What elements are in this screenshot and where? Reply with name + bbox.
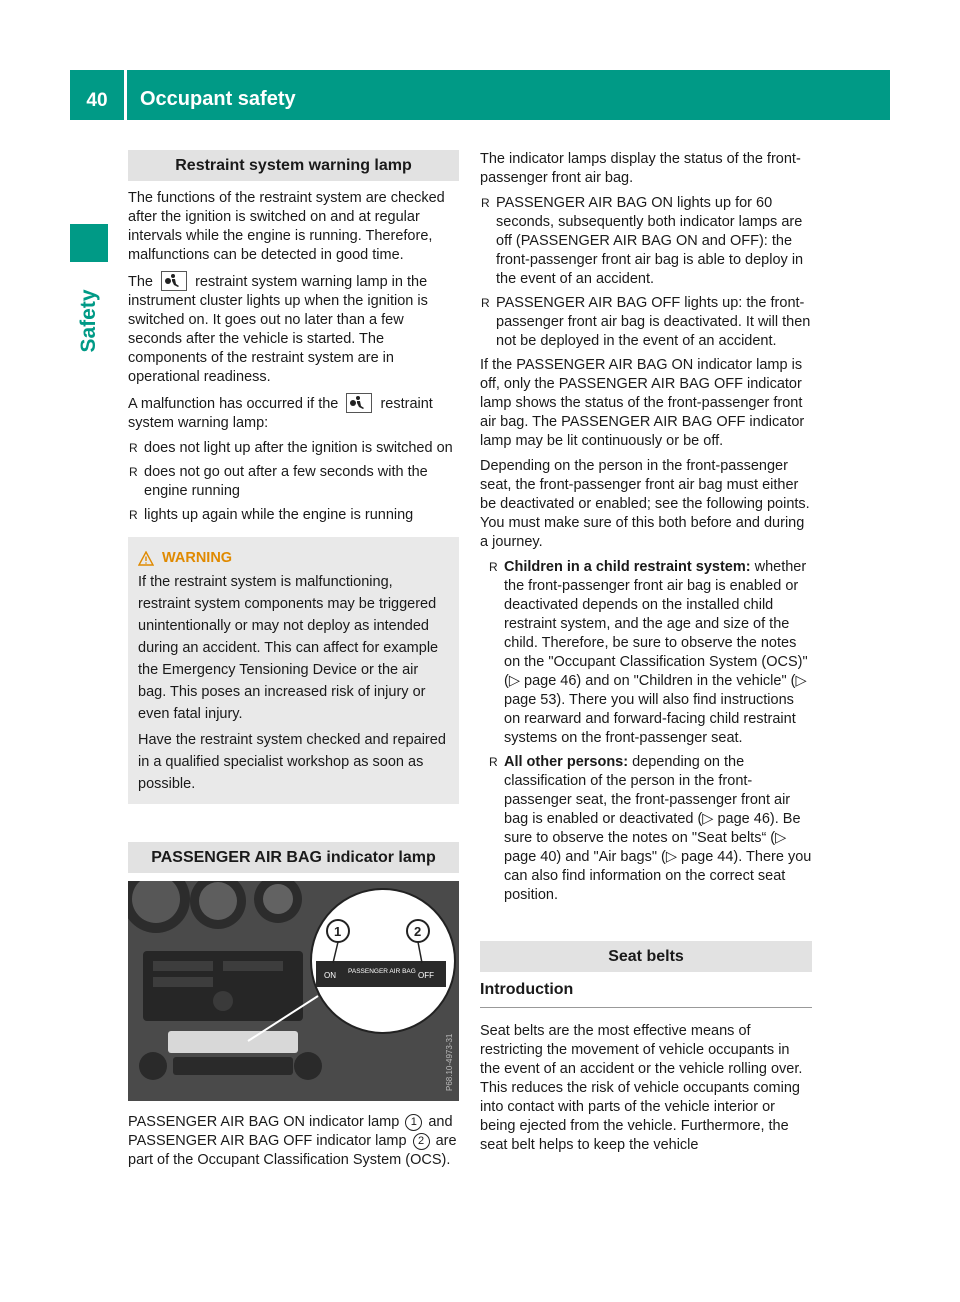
list-item-text: does not go out after a few seconds with the engine running xyxy=(144,464,428,499)
restraint-paragraph-3 xyxy=(128,393,459,433)
list-item-bold: Children in a child restraint system: xyxy=(504,559,751,575)
warning-header xyxy=(138,547,449,569)
restraint-paragraph-2 xyxy=(128,271,459,387)
side-tab-marker xyxy=(70,224,108,262)
list-item xyxy=(480,194,812,289)
right-column xyxy=(480,150,812,1161)
list-item-text: PASSENGER AIR BAG OFF lights up: the front-passenger front air bag is deactivated. It will then not be deployed in the event of an accident. xyxy=(496,295,811,349)
bullet-icon: R xyxy=(129,465,138,479)
indicator-paragraph-2: If the PASSENGER AIR BAG ON indicator lamp is off, only the PASSENGER AIR BAG OFF indicator lamp shows the status of the front-passenger front air bag. The PASSENGER AIR BAG OFF indicator lamp may be lit continuously or be off. xyxy=(480,357,805,449)
list-item xyxy=(128,506,459,525)
list-item-text: PASSENGER AIR BAG ON lights up for 60 seconds, subsequently both indicator lamps are off (PASSENGER AIR BAG ON and OFF): the front-passenger front air bag is able to deploy in the event of an accident. xyxy=(496,195,804,287)
bullet-icon: R xyxy=(489,560,498,574)
introduction-heading: Introduction xyxy=(480,980,812,1008)
bullet-icon: R xyxy=(129,508,138,522)
p2-start: The xyxy=(128,274,153,290)
warning-paragraph-1: If the restraint system is malfunctioning, restraint system components may be triggered unintentionally or may not deploy as intended during an accident. This can affect for example the Emergency Tensioning Device or the air bag. This poses an increased risk of injury or even fatal injury. xyxy=(138,574,439,722)
side-tab-label: Safety xyxy=(77,289,100,353)
list-item xyxy=(128,463,459,501)
page-number: 40 xyxy=(86,90,108,111)
introduction-paragraph: Seat belts are the most effective means of restricting the movement of vehicle occupants in the event of an accident or the vehicle rolling over. This reduces the risk of vehicle occupants coming into contact with parts of the vehicle interior or being ejected from the vehicle. Furthermore, the seat belt helps to keep the vehicle xyxy=(480,1023,803,1153)
dashboard-illustration xyxy=(128,881,459,1101)
bullet-icon: R xyxy=(489,755,498,769)
section-title: Occupant safety xyxy=(140,88,296,110)
dashboard-photo xyxy=(128,881,459,1101)
p3-end: restraint system warning lamp: xyxy=(128,396,433,431)
passenger-airbag-heading: PASSENGER AIR BAG indicator lamp xyxy=(128,842,459,873)
restraint-paragraph-1: The functions of the restraint system are checked after the ignition is switched on and at regular intervals while the engine is running. Therefore, malfunctions can be detected in good time. xyxy=(128,190,445,263)
list-item xyxy=(488,558,812,748)
p3-start: A malfunction has occurred if the xyxy=(128,396,339,412)
list-item xyxy=(488,753,812,905)
list-item xyxy=(480,294,812,351)
airbag-warning-icon xyxy=(346,393,372,413)
callout-1: 1 xyxy=(334,924,342,939)
seat-belts-heading: Seat belts xyxy=(480,941,812,972)
warning-box xyxy=(128,537,459,804)
side-tab xyxy=(70,276,108,366)
left-column xyxy=(128,150,459,1176)
p2-end: restraint system warning lamp in the instrument cluster lights up when the ignition is switched on. It goes out no later than a few seconds after the vehicle is started. The components of the restraint system are in operational readiness. xyxy=(128,274,428,385)
list-item-text: does not light up after the ignition is switched on xyxy=(144,440,453,456)
warning-triangle-icon xyxy=(138,551,154,566)
restraint-heading: Restraint system warning lamp xyxy=(128,150,459,181)
caption-part-2: and PASSENGER AIR BAG OFF indicator lamp xyxy=(128,1114,453,1149)
lamp-on-label: ON xyxy=(324,971,336,980)
list-item-bold: All other persons: xyxy=(504,754,629,770)
list-item-text: depending on the classification of the person in the front-passenger seat, the front-passenger front air bag is enabled or deactivated (▷ page 46). Be sure to observe the notes on "Seat belts“ (▷ page 40) and "Air bags" (▷ page 44). There you can also find information on the correct seat position. xyxy=(504,754,812,903)
photo-caption xyxy=(128,1113,459,1170)
indicator-paragraph-3: Depending on the person in the front-passenger seat, the front-passenger front air bag must either be deactivated or enabled; see the following points. You must make sure of this both before and during a journey. xyxy=(480,458,810,550)
warning-title: WARNING xyxy=(162,550,233,566)
warning-paragraph-2: Have the restraint system checked and repaired in a qualified specialist workshop as soon as possible. xyxy=(138,732,446,792)
list-item-text: whether the front-passenger front air bag is enabled or deactivated depends on the installed child restraint system, and the age and size of the child. Therefore, be sure to observe the notes on the "Occupant Classification System (OCS)" (▷ page 46) and on "Children in the vehicle" (▷ page 53). There you will also find instructions on rearward and forward-facing child restraint systems on the front-passenger seat. xyxy=(504,559,808,746)
photo-ref-code: P68.10-4973-31 xyxy=(445,1033,454,1091)
bullet-icon: R xyxy=(481,296,490,310)
callout-2: 2 xyxy=(414,924,422,939)
bullet-icon: R xyxy=(129,441,138,455)
list-item xyxy=(128,439,459,458)
indicator-paragraph-1: The indicator lamps display the status of the front-passenger front air bag. xyxy=(480,151,801,186)
header-divider xyxy=(124,70,127,120)
bullet-icon: R xyxy=(481,196,490,210)
lamp-off-label: OFF xyxy=(418,971,434,980)
caption-part-3: are part of the Occupant Classification System (OCS). xyxy=(128,1133,457,1168)
list-item-text: lights up again while the engine is running xyxy=(144,507,414,523)
airbag-warning-icon xyxy=(161,271,187,291)
callout-1-inline: 1 xyxy=(405,1114,422,1131)
lamp-label: PASSENGER AIR BAG xyxy=(348,968,416,975)
caption-part-1: PASSENGER AIR BAG ON indicator lamp xyxy=(128,1114,400,1130)
callout-2-inline: 2 xyxy=(413,1133,430,1150)
